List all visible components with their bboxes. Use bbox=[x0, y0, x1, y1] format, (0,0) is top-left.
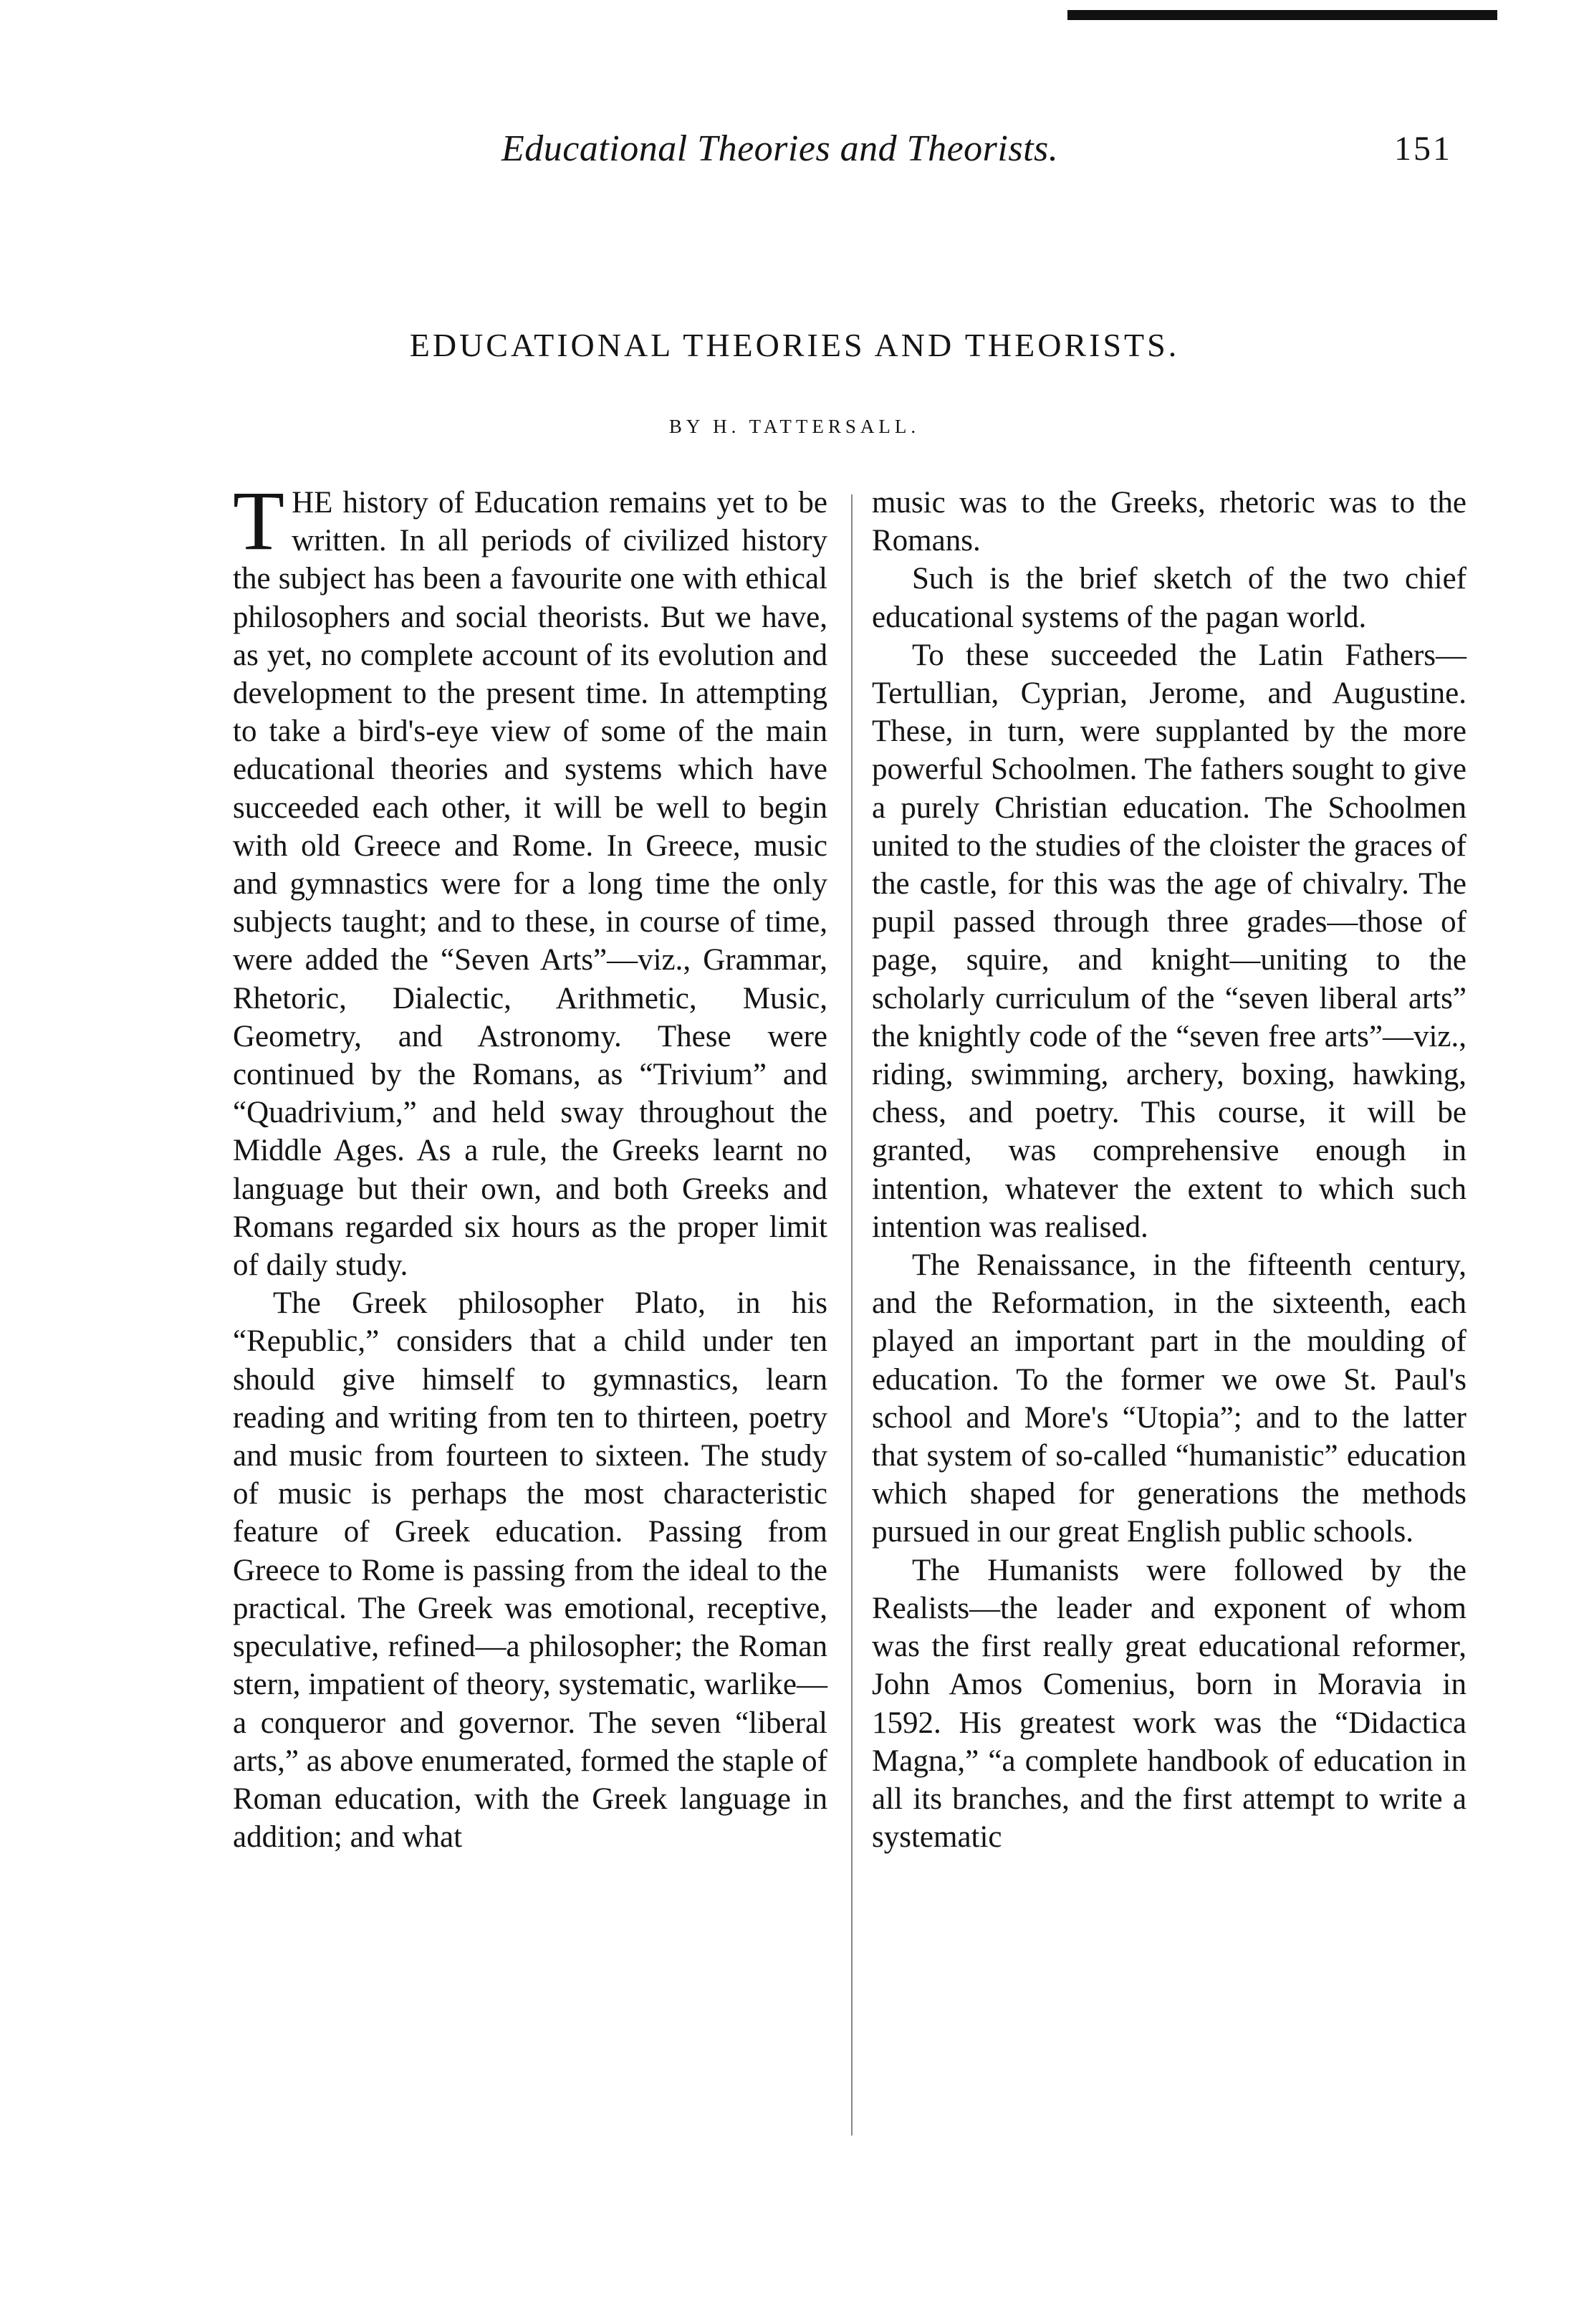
paragraph: music was to the Greeks, rhetoric was to the Romans. bbox=[872, 486, 1466, 558]
paragraph: Such is the brief sketch of the two chief educational systems of the pagan world. bbox=[872, 562, 1466, 634]
paragraph bbox=[233, 474, 827, 1284]
page-number: 151 bbox=[1394, 130, 1452, 168]
column-divider bbox=[851, 494, 853, 2136]
right-column bbox=[872, 484, 1466, 1856]
top-rule bbox=[1067, 10, 1497, 20]
paragraph: The Humanists were followed by the Realists—the leader and exponent of whom was the first really great educational reformer, John Amos Comenius, born in Moravia in 1592. His greatest work was the “Didactica Magna,” “a complete handbook of education in all its branches, and the first attempt to write a systematic bbox=[872, 1553, 1466, 1855]
left-column bbox=[233, 474, 827, 1856]
article-title: EDUCATIONAL THEORIES AND THEORISTS. bbox=[409, 327, 1180, 363]
paragraph-text: HE history of Education remains yet to be written. In all periods of civilized history the subject has been a favourite one with ethical philosophers and social theorists. But we have, as yet, no complete account of its evolution and development to the present time. In attempting to take a bird's-eye view of some of the main educational theories and systems which have succeeded each other, it will be well to begin with old Greece and Rome. In Greece, music and gymnastics were for a long time the only subjects taught; and to these, in course of time, were added the “Seven Arts”—viz., Grammar, Rhetoric, Dialectic, Arithmetic, Music, Geometry, and Astronomy. These were continued by the Romans, as “Trivium” and “Quadrivium,” and held sway throughout the Middle Ages. As a rule, the Greeks learnt no language but their own, and both Greeks and Romans regarded six hours as the proper limit of daily study. bbox=[233, 486, 827, 1283]
paragraph: To these succeeded the Latin Fathers—Tertullian, Cyprian, Jerome, and Augustine. These, in turn, were supplanted by the more powerful Schoolmen. The fathers sought to give a purely Christian education. The Schoolmen united to the studies of the cloister the graces of the castle, for this was the age of chivalry. The pupil passed through three grades—those of page, squire, and knight—uniting to the scholarly curriculum of the “seven liberal arts” the knightly code of the “seven free arts”—viz., riding, swimming, archery, boxing, hawking, chess, and poetry. This course, it will be granted, was comprehensive enough in intention, whatever the extent to which such intention was realised. bbox=[872, 638, 1466, 1244]
paragraph: The Greek philosopher Plato, in his “Republic,” considers that a child under ten should give himself to gymnastics, learn reading and writing from ten to thirteen, poetry and music from fourteen to sixteen. The study of music is perhaps the most characteristic feature of Greek education. Passing from Greece to Rome is passing from the ideal to the practical. The Greek was emotional, receptive, speculative, refined—a philosopher; the Roman stern, impatient of theory, systematic, warlike—a conqueror and governor. The seven “liberal arts,” as above enumerated, formed the staple of Roman education, with the Greek language in addition; and what bbox=[233, 1286, 827, 1855]
byline: BY H. TATTERSALL. bbox=[668, 416, 921, 437]
running-head bbox=[0, 128, 1589, 178]
drop-cap: T bbox=[233, 474, 285, 568]
paragraph: The Renaissance, in the fifteenth century, and the Reformation, in the sixteenth, each played an important part in the moulding of education. To the former we owe St. Paul's school and More's “Utopia”; and to the latter that system of so-called “humanistic” education which shaped for generations the methods pursued in our great English public schools. bbox=[872, 1248, 1466, 1549]
running-title: Educational Theories and Theorists. bbox=[501, 128, 1059, 169]
